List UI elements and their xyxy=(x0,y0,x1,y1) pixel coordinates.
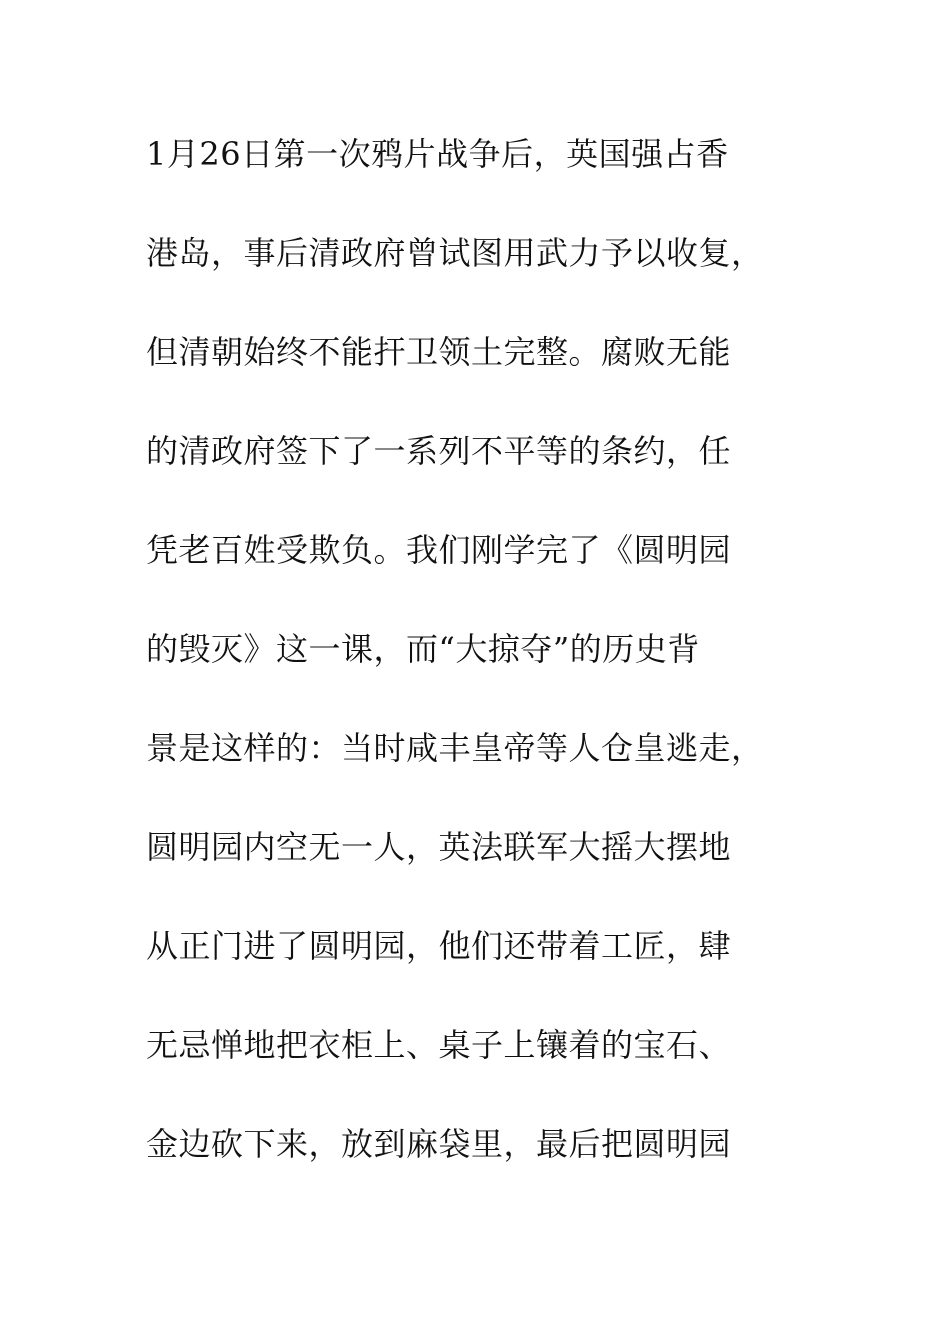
body-paragraph xyxy=(146,128,806,1217)
text-line: 的清政府签下了一系列不平等的条约，任 xyxy=(146,432,732,470)
text-line: 但清朝始终不能扞卫领土完整。腐败无能 xyxy=(146,333,732,371)
text-line: 圆明园内空无一人，英法联军大摇大摆地 xyxy=(146,828,732,866)
text-line: 的毁灭》这一课，而“大掠夺”的历史背 xyxy=(146,630,700,668)
text-line: 从正门进了圆明园，他们还带着工匠，肆 xyxy=(146,927,732,965)
text-line: 港岛，事后清政府曾试图用武力予以收复， xyxy=(146,234,764,272)
text-line: 金边砍下来，放到麻袋里，最后把圆明园 xyxy=(146,1125,732,1163)
text-line: 凭老百姓受欺负。我们刚学完了《圆明园 xyxy=(146,531,732,569)
text-line: 1月26日第一次鸦片战争后，英国强占香 xyxy=(146,135,729,173)
text-line: 无忌惮地把衣柜上、桌子上镶着的宝石、 xyxy=(146,1026,732,1064)
text-line: 景是这样的：当时咸丰皇帝等人仓皇逃走， xyxy=(146,729,764,767)
